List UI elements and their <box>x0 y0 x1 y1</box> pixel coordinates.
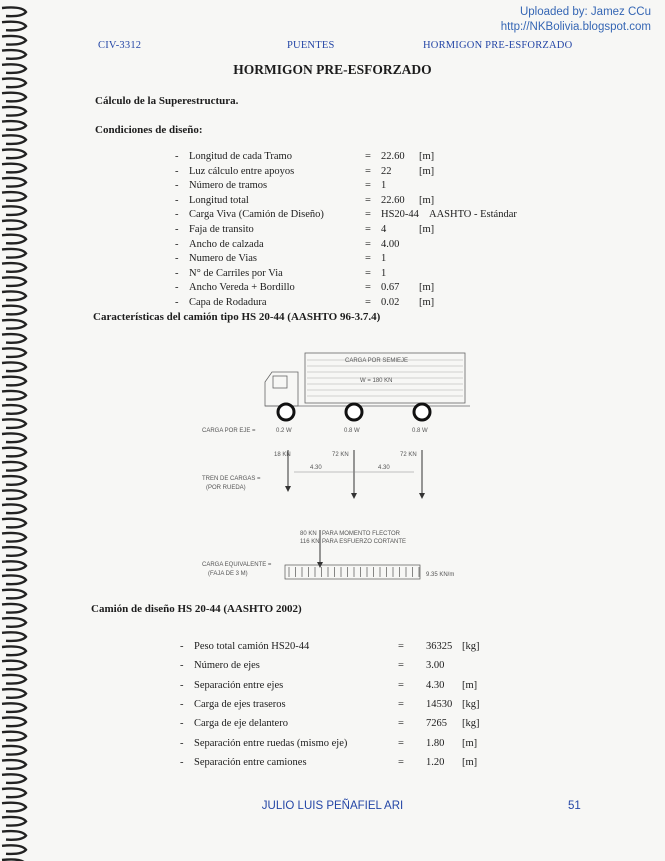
header-course-code: CIV-3312 <box>98 40 142 51</box>
property-value: 1.20 <box>426 756 445 768</box>
header-subject: PUENTES <box>287 40 335 51</box>
watermark-url: http://NKBolivia.blogspot.com <box>500 21 651 33</box>
condition-value: 4.00 <box>381 238 400 250</box>
watermark-uploader: Uploaded by: Jamez CCu <box>519 6 651 18</box>
binding-coil <box>2 206 26 215</box>
condition-row <box>175 267 575 281</box>
wheel-load-middle: 72 KN <box>332 452 349 458</box>
page-number: 51 <box>568 800 581 812</box>
header-topic: HORMIGON PRE-ESFORZADO <box>423 40 573 51</box>
binding-coil <box>2 178 26 187</box>
binding-coil <box>2 8 26 17</box>
equals-sign: = <box>365 282 371 294</box>
binding-coil <box>2 348 26 357</box>
binding-coil <box>2 789 26 798</box>
binding-coil <box>2 703 26 712</box>
property-unit: [m] <box>462 679 478 691</box>
point-load-shear: 116 KN <box>300 539 320 545</box>
property-label: Separación entre ejes <box>194 679 284 691</box>
binding-coil <box>2 22 26 31</box>
section-design-conditions: Condiciones de diseño: <box>95 124 203 136</box>
binding-coil <box>2 79 26 88</box>
binding-coil <box>2 306 26 315</box>
bullet: - <box>175 180 179 192</box>
binding-coil <box>2 221 26 230</box>
truck-property-row <box>180 640 580 654</box>
binding-coil <box>2 604 26 613</box>
condition-label: N° de Carriles por Via <box>189 267 283 279</box>
condition-row <box>175 281 575 295</box>
spacing-2: 4.30 <box>378 465 390 471</box>
binding-coil <box>2 391 26 400</box>
page-title: HORMIGON PRE-ESFORZADO <box>233 62 432 77</box>
condition-value: 22.60 <box>381 194 405 206</box>
property-value: 7265 <box>426 718 447 730</box>
condition-unit: [m] <box>419 165 435 177</box>
property-value: 1.80 <box>426 737 445 749</box>
equiv-load-label: CARGA EQUIVALENTE = <box>202 562 272 568</box>
equiv-load-sublabel: (FAJA DE 3 M) <box>208 571 248 577</box>
condition-label: Ancho Vereda + Bordillo <box>189 282 295 294</box>
equals-sign: = <box>365 238 371 250</box>
axle-load-rear: 0.8 W <box>412 428 428 434</box>
equals-sign: = <box>365 297 371 308</box>
equals-sign: = <box>365 194 371 206</box>
condition-unit: [m] <box>419 282 435 294</box>
binding-coil <box>2 320 26 329</box>
property-value: 3.00 <box>426 660 445 672</box>
binding-coil <box>2 164 26 173</box>
binding-coil <box>2 235 26 244</box>
binding-coil <box>2 647 26 656</box>
condition-row <box>175 296 575 310</box>
condition-unit: [m] <box>419 151 435 162</box>
condition-row <box>175 150 575 164</box>
binding-coil <box>2 675 26 684</box>
truck-property-row <box>180 717 580 731</box>
wheel-load-rear: 72 KN <box>400 452 417 458</box>
section-superstructure: Cálculo de la Superestructura. <box>95 95 239 107</box>
equals-sign: = <box>365 224 371 235</box>
spiral-binding <box>0 0 34 861</box>
truck-cab <box>265 372 298 406</box>
front-wheel <box>278 404 294 420</box>
condition-label: Numero de Vias <box>189 253 257 265</box>
binding-coil <box>2 249 26 258</box>
condition-row <box>175 252 575 266</box>
binding-coil <box>2 490 26 499</box>
truck-property-row <box>180 659 580 673</box>
condition-row <box>175 179 575 193</box>
footer-author: JULIO LUIS PEÑAFIEL ARI <box>261 800 404 812</box>
binding-coil <box>2 561 26 570</box>
property-label: Número de ejes <box>194 660 260 672</box>
binding-coil <box>2 505 26 514</box>
binding-coil <box>2 760 26 769</box>
point-note-shear: PARA ESFUERZO CORTANTE <box>322 539 407 545</box>
binding-coil <box>2 746 26 755</box>
bullet: - <box>180 737 184 749</box>
binding-coil <box>2 405 26 414</box>
binding-coil <box>2 135 26 144</box>
property-label: Carga de ejes traseros <box>194 698 286 710</box>
bullet: - <box>175 253 179 265</box>
rear-wheel <box>414 404 430 420</box>
condition-row <box>175 208 575 222</box>
condition-label: Faja de transito <box>189 224 254 235</box>
condition-unit: AASHTO - Estándar <box>429 209 517 221</box>
middle-wheel <box>346 404 362 420</box>
condition-unit: [m] <box>419 194 435 206</box>
truck-property-row <box>180 737 580 751</box>
binding-coil <box>2 547 26 556</box>
bullet: - <box>175 282 179 294</box>
binding-coil <box>2 377 26 386</box>
w-load-label: W = 180 KN <box>360 378 393 384</box>
property-unit: [kg] <box>462 698 480 710</box>
property-value: 14530 <box>426 698 453 710</box>
binding-coil <box>2 632 26 641</box>
truck-property-row <box>180 679 580 693</box>
bullet: - <box>175 209 179 221</box>
property-value: 4.30 <box>426 679 445 691</box>
binding-coil <box>2 50 26 59</box>
binding-coil <box>2 419 26 428</box>
bullet: - <box>175 297 179 308</box>
binding-coil <box>2 462 26 471</box>
condition-label: Longitud de cada Tramo <box>189 151 292 162</box>
bullet: - <box>180 679 184 691</box>
property-unit: [kg] <box>462 718 480 730</box>
condition-label: Longitud total <box>189 194 249 206</box>
wheel-load-front: 18 KN <box>274 452 291 458</box>
property-unit: [m] <box>462 756 478 768</box>
bullet: - <box>175 194 179 206</box>
binding-coil <box>2 93 26 102</box>
binding-coil <box>2 519 26 528</box>
bullet: - <box>180 698 184 710</box>
upload-watermark <box>501 5 651 35</box>
equals-sign: = <box>365 267 371 279</box>
condition-label: Capa de Rodadura <box>189 297 267 308</box>
bullet: - <box>180 756 184 768</box>
equals-sign: = <box>365 151 371 162</box>
equiv-load-value: 9.35 KN/m <box>426 572 455 578</box>
condition-row <box>175 238 575 252</box>
binding-coil <box>2 661 26 670</box>
train-label: TREN DE CARGAS = <box>202 476 261 482</box>
spacing-1: 4.30 <box>310 465 322 471</box>
bullet: - <box>180 641 184 652</box>
binding-coil <box>2 192 26 201</box>
binding-coil <box>2 277 26 286</box>
condition-label: Ancho de calzada <box>189 238 264 250</box>
binding-coil <box>2 590 26 599</box>
binding-coil <box>2 732 26 741</box>
condition-value: 1 <box>381 180 387 192</box>
condition-label: Carga Viva (Camión de Diseño) <box>189 209 324 221</box>
condition-value: 0.02 <box>381 297 400 308</box>
binding-coil <box>2 363 26 372</box>
equals-sign: = <box>365 165 371 177</box>
equals-sign: = <box>398 737 404 749</box>
binding-coil <box>2 292 26 301</box>
bullet: - <box>175 151 179 162</box>
binding-coil <box>2 121 26 130</box>
binding-coil <box>2 774 26 783</box>
train-sublabel: (POR RUEDA) <box>206 485 246 491</box>
truck-window <box>273 376 287 388</box>
property-label: Separación entre camiones <box>194 756 307 768</box>
binding-coil <box>2 533 26 542</box>
property-value: 36325 <box>426 641 453 652</box>
axle-load-front: 0.2 W <box>276 428 292 434</box>
binding-coil <box>2 817 26 826</box>
condition-label: Número de tramos <box>189 180 268 192</box>
equals-sign: = <box>398 641 404 652</box>
axle-load-caption: CARGA POR EJE = <box>202 428 256 434</box>
condition-value: 1 <box>381 267 387 279</box>
section-truck-characteristics: Características del camión tipo HS 20-44 (AASHTO 96-3.7.4) <box>93 311 381 323</box>
binding-coil <box>2 107 26 116</box>
axle-load-middle: 0.8 W <box>344 428 360 434</box>
equals-sign: = <box>398 718 404 730</box>
equals-sign: = <box>398 660 404 672</box>
bullet: - <box>175 224 179 235</box>
binding-coil <box>2 618 26 627</box>
binding-coil <box>2 434 26 443</box>
binding-coil <box>2 689 26 698</box>
property-label: Carga de eje delantero <box>194 718 288 730</box>
binding-coil <box>2 448 26 457</box>
condition-unit: [m] <box>419 297 435 308</box>
binding-coil <box>2 150 26 159</box>
distributed-load <box>285 565 420 579</box>
truck-property-row <box>180 698 580 712</box>
equals-sign: = <box>365 209 371 221</box>
property-label: Separación entre ruedas (mismo eje) <box>194 737 348 749</box>
binding-coil <box>2 576 26 585</box>
binding-coil <box>2 334 26 343</box>
bullet: - <box>175 267 179 279</box>
bullet: - <box>180 718 184 730</box>
bullet: - <box>175 238 179 250</box>
condition-label: Luz cálculo entre apoyos <box>189 165 295 177</box>
equals-sign: = <box>398 698 404 710</box>
truck-load-diagram <box>170 340 500 590</box>
point-note-moment: PARA MOMENTO FLECTOR <box>322 531 401 537</box>
condition-value: 0.67 <box>381 282 400 294</box>
condition-unit: [m] <box>419 224 435 235</box>
equals-sign: = <box>365 253 371 265</box>
binding-coil <box>2 718 26 727</box>
bullet: - <box>175 165 179 177</box>
truck-brand-label: CARGA POR SEMIEJE <box>345 358 409 364</box>
equals-sign: = <box>398 756 404 768</box>
condition-value: HS20-44 <box>381 209 419 221</box>
property-unit: [kg] <box>462 641 480 652</box>
section-design-truck: Camión de diseño HS 20-44 (AASHTO 2002) <box>91 603 302 615</box>
condition-value: 4 <box>381 224 387 235</box>
property-unit: [m] <box>462 737 478 749</box>
binding-coil <box>2 845 26 854</box>
condition-value: 22 <box>381 165 392 177</box>
condition-value: 1 <box>381 253 387 265</box>
truck-property-row <box>180 756 580 770</box>
binding-coil <box>2 476 26 485</box>
binding-coil <box>2 36 26 45</box>
bullet: - <box>180 660 184 672</box>
condition-row <box>175 223 575 237</box>
binding-coil <box>2 831 26 840</box>
binding-coil <box>2 263 26 272</box>
condition-value: 22.60 <box>381 151 405 162</box>
condition-row <box>175 165 575 179</box>
equals-sign: = <box>398 679 404 691</box>
condition-row <box>175 194 575 208</box>
point-load-moment: 80 KN <box>300 531 317 537</box>
property-label: Peso total camión HS20-44 <box>194 641 310 652</box>
equals-sign: = <box>365 180 371 192</box>
